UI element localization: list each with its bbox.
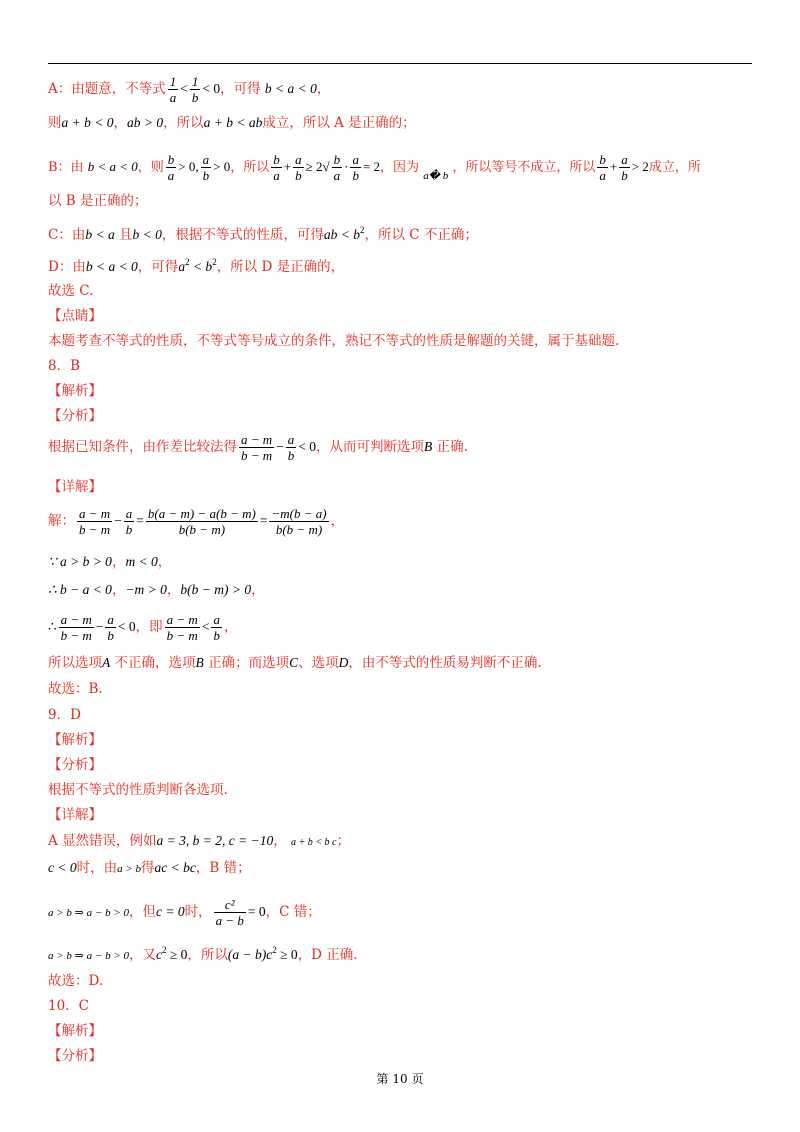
solution-d-line: D：由b < a < 0，可得$a^2 < b^2$，所以 D 是正确的， (48, 257, 345, 275)
q10-fenxi-heading: 【分析】 (48, 1048, 102, 1064)
q8-detail-heading: 【详解】 (48, 479, 102, 495)
q10-analysis-heading: 【解析】 (48, 1023, 102, 1039)
question-8-number: 8．B (48, 358, 81, 374)
q9-detail-heading: 【详解】 (48, 807, 102, 823)
q9-analysis-heading: 【解析】 (48, 732, 102, 748)
q8-analysis-heading: 【解析】 (48, 383, 102, 399)
q9-detail-c: a > b ⇒ a − b > 0，但c = 0时， $\frac{\text{c²}}{a - b}$ = 0，C 错； (48, 897, 321, 928)
solution-a-line2: 则a + b < 0，ab > 0，所以a + b < ab成立，所以 A 是正确的； (48, 115, 416, 131)
solution-a-line: A：由题意，不等式 $\frac{1}{a}$ < $\frac{1}{b}$ < 0，可得 b < a < 0， (48, 74, 331, 105)
q8-fenxi-heading: 【分析】 (48, 408, 102, 424)
choice-line-8: 故选：B. (48, 681, 103, 697)
solution-b-line2: 以 B 是正确的； (48, 193, 148, 209)
header-rule (48, 63, 752, 64)
q9-fenxi-body: 根据不等式的性质判断各选项. (48, 782, 228, 798)
q8-detail-line4: ∴ $\frac{a - m}{b - m}$ − $\frac{a}{b}$ < 0，即 $\frac{a - m}{b - m}$ < $\frac{a}{b}$ ， (48, 612, 238, 643)
q8-detail-line3: ∴ b − a < 0，−m > 0，b(b − m) > 0， (48, 582, 265, 598)
solution-c-line: C：由b < a 且b < 0，根据不等式的性质，可得ab < $b^2$，所以 C 不正确； (48, 225, 478, 243)
question-9-number: 9．D (48, 707, 81, 723)
q9-detail-b: c < 0时，由a > b得ac < bc，B 错； (48, 860, 251, 876)
page-footer: 第 10 页 (376, 1072, 424, 1086)
question-10-number: 10．C (48, 998, 90, 1014)
solution-b-line: B：由 b < a < 0，则 $\frac{b}{a}$ > 0, $\frac{a}{b}$ > 0，所以 $\frac{b}{a}$ + $\frac{a}{b}$ ≥ 2√ $\frac{b}{a}$ · $\frac{a}{b}$ = 2，因为 $_{a� b}$ ，所以等号不成立，所以 $\frac{b}{a}$ + $\frac{a}{b}$ > 2成立，所 (48, 152, 701, 183)
q8-detail-line2: ∵ a > b > 0，m < 0， (48, 554, 172, 570)
q9-fenxi-heading: 【分析】 (48, 757, 102, 773)
tip-body: 本题考查不等式的性质，不等式等号成立的条件，熟记不等式的性质是解题的关键，属于基础题. (48, 333, 620, 349)
q8-detail-line1: 解： $\frac{a - m}{b - m}$ − $\frac{a}{b}$ = $\frac{b(a - m) - a(b - m)}{b(b - m)}$ = $\frac{-m(b - a)}{b(b - m)}$ ， (48, 506, 345, 537)
q8-detail-line5: 所以选项A 不正确，选项B 正确；而选项C、选项D，由不等式的性质易判断不正确. (48, 655, 542, 671)
choice-line-9: 故选：D. (48, 973, 104, 989)
q9-detail-d: a > b ⇒ a − b > 0，又$c^2 \ge 0$，所以$(a - b)c^2 \ge 0$，D 正确. (48, 945, 358, 963)
tip-heading: 【点睛】 (48, 308, 102, 324)
q8-fenxi-body: 根据已知条件，由作差比较法得 $\frac{a - m}{b - m}$ − $\frac{a}{b}$ < 0，从而可判断选项B 正确. (48, 432, 468, 463)
q9-detail-a: A 显然错误，例如a = 3, b = 2, c = −10， a + b < b c； (48, 833, 350, 849)
choice-line-7: 故选 C. (48, 283, 94, 299)
